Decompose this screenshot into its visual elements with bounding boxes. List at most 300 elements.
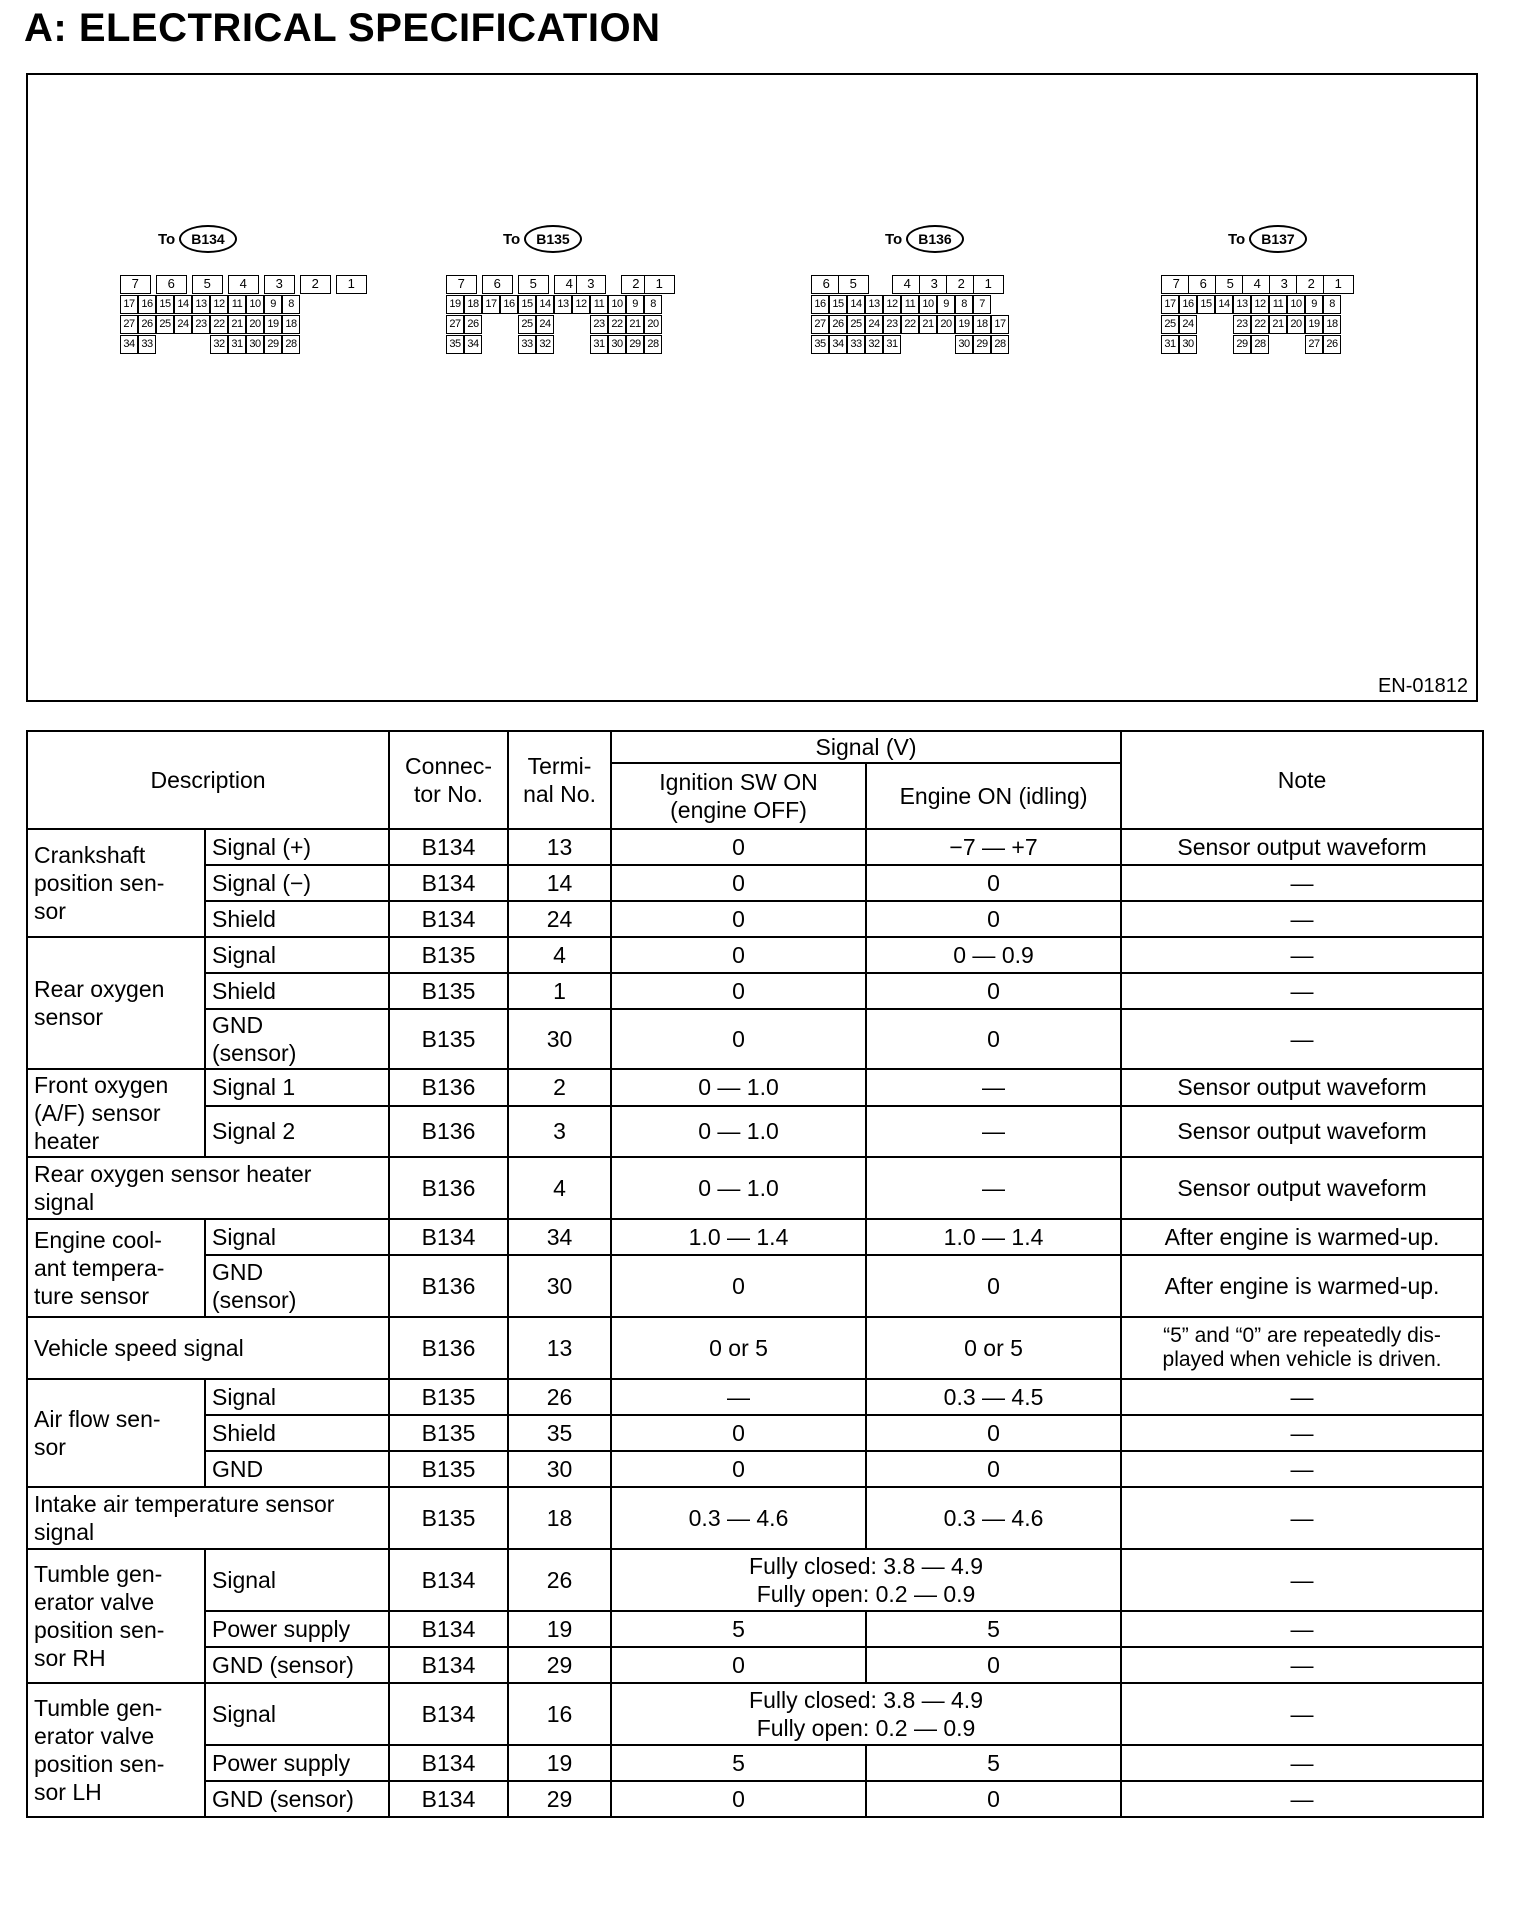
sub-description-cell: Signal: [205, 1379, 389, 1415]
connector-id: B135: [524, 225, 581, 253]
engine-on-cell: 0.3 — 4.5: [866, 1379, 1121, 1415]
table-row: [27, 1157, 1483, 1219]
engine-on-cell: 0: [866, 1415, 1121, 1451]
connector-cell: B134: [389, 1683, 508, 1745]
description-cell: Tumble gen- erator valve position sen- sor RH: [27, 1549, 205, 1683]
pin-cell: 22: [608, 315, 626, 334]
pin-cell: 6: [1188, 275, 1219, 294]
pin-cell: 17: [991, 315, 1009, 334]
to-label: To: [1228, 230, 1246, 248]
pin-cell: 22: [210, 315, 228, 334]
table-row: [27, 1487, 1483, 1549]
pin-cell: 22: [901, 315, 919, 334]
engine-on-cell: 0: [866, 1451, 1121, 1487]
ignition-on-cell: 0: [611, 865, 866, 901]
pin-cell: 32: [865, 335, 883, 354]
electrical-spec-table: [26, 730, 1484, 1818]
pin-cell: 25: [156, 315, 174, 334]
engine-on-cell: 0: [866, 1781, 1121, 1817]
engine-on-cell: 0: [866, 1647, 1121, 1683]
note-cell: —: [1121, 1451, 1483, 1487]
engine-on-cell: 0: [866, 973, 1121, 1009]
note-cell: —: [1121, 1745, 1483, 1781]
pin-cell: 15: [1197, 295, 1215, 314]
pin-cell: 33: [518, 335, 536, 354]
pin-cell: 2: [300, 275, 331, 294]
table-row: [27, 937, 1483, 973]
table-row: [27, 1451, 1483, 1487]
signal-span-cell: Fully closed: 3.8 — 4.9 Fully open: 0.2 — 0.9: [611, 1683, 1121, 1745]
pin-cell: 9: [264, 295, 282, 314]
table-row: [27, 1647, 1483, 1683]
connector-cell: B134: [389, 1647, 508, 1683]
connector-cell: B136: [389, 1317, 508, 1379]
pin-cell: 17: [482, 295, 500, 314]
engine-on-cell: 0: [866, 865, 1121, 901]
sub-description-cell: Power supply: [205, 1745, 389, 1781]
terminal-cell: 3: [508, 1106, 611, 1157]
ignition-on-cell: 0: [611, 1647, 866, 1683]
engine-on-cell: —: [866, 1157, 1121, 1219]
pin-cell: 32: [210, 335, 228, 354]
pin-cell: 12: [883, 295, 901, 314]
table-row: [27, 865, 1483, 901]
pin-cell: 14: [174, 295, 192, 314]
pin-cell: 8: [644, 295, 662, 314]
description-cell: Air flow sen- sor: [27, 1379, 205, 1487]
engine-on-cell: 0: [866, 1255, 1121, 1317]
pin-cell: 4: [892, 275, 923, 294]
terminal-cell: 35: [508, 1415, 611, 1451]
ignition-on-cell: 0: [611, 1415, 866, 1451]
engine-on-cell: 0 or 5: [866, 1317, 1121, 1379]
ignition-on-cell: 0: [611, 901, 866, 937]
description-cell: Rear oxygen sensor heater signal: [27, 1157, 389, 1219]
pin-cell: 31: [1161, 335, 1179, 354]
note-cell: —: [1121, 901, 1483, 937]
note-cell: “5” and “0” are repeatedly dis- played when vehicle is driven.: [1121, 1317, 1483, 1379]
terminal-cell: 14: [508, 865, 611, 901]
sub-description-cell: Signal: [205, 1683, 389, 1745]
pin-cell: 15: [829, 295, 847, 314]
note-cell: Sensor output waveform: [1121, 1157, 1483, 1219]
ignition-on-cell: 0 — 1.0: [611, 1106, 866, 1157]
ignition-on-cell: 0 — 1.0: [611, 1069, 866, 1106]
pin-cell: 20: [246, 315, 264, 334]
pin-cell: 7: [973, 295, 991, 314]
connector-cell: B135: [389, 1009, 508, 1069]
ignition-on-cell: 1.0 — 1.4: [611, 1219, 866, 1255]
engine-on-cell: 0 — 0.9: [866, 937, 1121, 973]
pin-cell: 23: [1233, 315, 1251, 334]
terminal-cell: 24: [508, 901, 611, 937]
pin-cell: 30: [608, 335, 626, 354]
connector-cell: B135: [389, 973, 508, 1009]
terminal-cell: 30: [508, 1255, 611, 1317]
pin-cell: 33: [138, 335, 156, 354]
ignition-on-cell: 0: [611, 1451, 866, 1487]
connector-cell: B136: [389, 1255, 508, 1317]
pin-cell: 1: [1323, 275, 1354, 294]
table-row: [27, 1255, 1483, 1317]
sub-description-cell: Signal 2: [205, 1106, 389, 1157]
pin-cell: 25: [1161, 315, 1179, 334]
sub-description-cell: Signal: [205, 937, 389, 973]
pin-cell: 24: [865, 315, 883, 334]
pin-cell: 10: [1287, 295, 1305, 314]
pin-cell: 13: [1233, 295, 1251, 314]
pin-cell: 16: [1179, 295, 1197, 314]
pin-cell: 23: [883, 315, 901, 334]
note-cell: —: [1121, 1647, 1483, 1683]
pin-cell: 4: [228, 275, 259, 294]
note-cell: —: [1121, 937, 1483, 973]
description-cell: Front oxygen (A/F) sensor heater: [27, 1069, 205, 1157]
note-cell: —: [1121, 865, 1483, 901]
ignition-on-cell: 5: [611, 1745, 866, 1781]
pin-cell: 22: [1251, 315, 1269, 334]
pin-cell: 9: [1305, 295, 1323, 314]
connector-cell: B136: [389, 1106, 508, 1157]
sub-description-cell: GND (sensor): [205, 1255, 389, 1317]
note-cell: —: [1121, 1415, 1483, 1451]
terminal-cell: 29: [508, 1781, 611, 1817]
pin-cell: 6: [156, 275, 187, 294]
pin-cell: 10: [608, 295, 626, 314]
table-row: [27, 1317, 1483, 1379]
pin-cell: 2: [946, 275, 977, 294]
header-engine-on: Engine ON (idling): [866, 763, 1121, 829]
table-row: [27, 973, 1483, 1009]
pin-cell: 13: [865, 295, 883, 314]
pin-cell: 14: [1215, 295, 1233, 314]
note-cell: —: [1121, 1379, 1483, 1415]
pin-cell: 7: [120, 275, 151, 294]
pin-cell: 24: [1179, 315, 1197, 334]
table-row: [27, 1219, 1483, 1255]
engine-on-cell: —: [866, 1069, 1121, 1106]
pin-cell: 26: [1323, 335, 1341, 354]
table-row: [27, 829, 1483, 865]
pin-cell: 29: [1233, 335, 1251, 354]
pin-cell: 3: [1269, 275, 1300, 294]
pin-cell: 29: [264, 335, 282, 354]
engine-on-cell: 1.0 — 1.4: [866, 1219, 1121, 1255]
pin-cell: 8: [282, 295, 300, 314]
terminal-cell: 19: [508, 1745, 611, 1781]
pin-cell: 2: [621, 275, 652, 294]
signal-span-cell: Fully closed: 3.8 — 4.9 Fully open: 0.2 — 0.9: [611, 1549, 1121, 1611]
pin-cell: 26: [829, 315, 847, 334]
connector-cell: B134: [389, 865, 508, 901]
connector-id: B137: [1249, 225, 1306, 253]
pin-cell: 3: [919, 275, 950, 294]
pin-cell: 13: [192, 295, 210, 314]
pin-cell: 29: [973, 335, 991, 354]
terminal-cell: 16: [508, 1683, 611, 1745]
pin-cell: 25: [518, 315, 536, 334]
description-cell: Vehicle speed signal: [27, 1317, 389, 1379]
pin-cell: 23: [590, 315, 608, 334]
sub-description-cell: GND: [205, 1451, 389, 1487]
pin-cell: 21: [1269, 315, 1287, 334]
note-cell: —: [1121, 1549, 1483, 1611]
pin-cell: 9: [937, 295, 955, 314]
note-cell: Sensor output waveform: [1121, 1106, 1483, 1157]
pin-cell: 15: [518, 295, 536, 314]
table-row: [27, 1379, 1483, 1415]
header-terminal: Termi- nal No.: [508, 731, 611, 829]
ignition-on-cell: 0: [611, 829, 866, 865]
pin-cell: 10: [246, 295, 264, 314]
engine-on-cell: 5: [866, 1745, 1121, 1781]
pin-cell: 4: [554, 275, 585, 294]
header-signal: Signal (V): [611, 731, 1121, 763]
pin-cell: 23: [192, 315, 210, 334]
sub-description-cell: Power supply: [205, 1611, 389, 1647]
ignition-on-cell: 0 or 5: [611, 1317, 866, 1379]
pin-cell: 24: [174, 315, 192, 334]
engine-on-cell: —: [866, 1106, 1121, 1157]
terminal-cell: 1: [508, 973, 611, 1009]
pin-cell: 28: [991, 335, 1009, 354]
table-row: [27, 1069, 1483, 1106]
pin-cell: 5: [518, 275, 549, 294]
pin-cell: 11: [228, 295, 246, 314]
pin-cell: 34: [464, 335, 482, 354]
sub-description-cell: Signal (−): [205, 865, 389, 901]
pin-cell: 19: [1305, 315, 1323, 334]
table-row: [27, 1781, 1483, 1817]
connector-cell: B135: [389, 1451, 508, 1487]
connector-label: [1228, 225, 1307, 253]
terminal-cell: 19: [508, 1611, 611, 1647]
sub-description-cell: Signal: [205, 1549, 389, 1611]
pin-cell: 34: [120, 335, 138, 354]
pin-cell: 8: [1323, 295, 1341, 314]
to-label: To: [885, 230, 903, 248]
pin-cell: 28: [1251, 335, 1269, 354]
pin-cell: 16: [500, 295, 518, 314]
sub-description-cell: Shield: [205, 973, 389, 1009]
pin-cell: 16: [138, 295, 156, 314]
description-cell: Rear oxygen sensor: [27, 937, 205, 1069]
to-label: To: [158, 230, 176, 248]
pin-cell: 12: [210, 295, 228, 314]
table-row: [27, 1745, 1483, 1781]
description-cell: Engine cool- ant tempera- ture sensor: [27, 1219, 205, 1317]
pin-cell: 17: [1161, 295, 1179, 314]
table-row: [27, 1106, 1483, 1157]
pin-cell: 29: [626, 335, 644, 354]
connector-label: [503, 225, 582, 253]
description-cell: Crankshaft position sen- sor: [27, 829, 205, 937]
pin-cell: 35: [811, 335, 829, 354]
pin-cell: 19: [446, 295, 464, 314]
connector-label: [158, 225, 237, 253]
pin-cell: 32: [536, 335, 554, 354]
terminal-cell: 13: [508, 1317, 611, 1379]
table-row: [27, 1611, 1483, 1647]
pin-cell: 11: [901, 295, 919, 314]
pin-cell: 15: [156, 295, 174, 314]
pin-cell: 8: [955, 295, 973, 314]
terminal-cell: 26: [508, 1549, 611, 1611]
description-cell: Intake air temperature sensor signal: [27, 1487, 389, 1549]
pin-cell: 28: [644, 335, 662, 354]
header-description: Description: [27, 731, 389, 829]
pin-cell: 28: [282, 335, 300, 354]
ignition-on-cell: 0: [611, 973, 866, 1009]
pin-cell: 26: [464, 315, 482, 334]
connector-figure: [26, 73, 1478, 702]
terminal-cell: 4: [508, 1157, 611, 1219]
ignition-on-cell: 0: [611, 1255, 866, 1317]
table-row: [27, 1009, 1483, 1069]
terminal-cell: 4: [508, 937, 611, 973]
header-note: Note: [1121, 731, 1483, 829]
note-cell: —: [1121, 1781, 1483, 1817]
pin-cell: 5: [192, 275, 223, 294]
pin-cell: 20: [937, 315, 955, 334]
terminal-cell: 26: [508, 1379, 611, 1415]
terminal-cell: 34: [508, 1219, 611, 1255]
pin-cell: 30: [955, 335, 973, 354]
connector-cell: B136: [389, 1157, 508, 1219]
note-cell: Sensor output waveform: [1121, 829, 1483, 865]
pin-cell: 18: [1323, 315, 1341, 334]
engine-on-cell: 5: [866, 1611, 1121, 1647]
engine-on-cell: 0.3 — 4.6: [866, 1487, 1121, 1549]
pin-cell: 27: [120, 315, 138, 334]
pin-cell: 27: [811, 315, 829, 334]
pin-cell: 30: [246, 335, 264, 354]
pin-cell: 6: [482, 275, 513, 294]
sub-description-cell: GND (sensor): [205, 1009, 389, 1069]
ignition-on-cell: —: [611, 1379, 866, 1415]
header-ignition-on: Ignition SW ON (engine OFF): [611, 763, 866, 829]
ignition-on-cell: 0 — 1.0: [611, 1157, 866, 1219]
pin-cell: 24: [536, 315, 554, 334]
sub-description-cell: GND (sensor): [205, 1781, 389, 1817]
sub-description-cell: Shield: [205, 1415, 389, 1451]
terminal-cell: 29: [508, 1647, 611, 1683]
pin-cell: 34: [829, 335, 847, 354]
sub-description-cell: Signal (+): [205, 829, 389, 865]
engine-on-cell: −7 — +7: [866, 829, 1121, 865]
pin-cell: 20: [644, 315, 662, 334]
pin-cell: 1: [644, 275, 675, 294]
pin-cell: 3: [264, 275, 295, 294]
connector-cell: B134: [389, 1549, 508, 1611]
connector-cell: B134: [389, 901, 508, 937]
terminal-cell: 13: [508, 829, 611, 865]
pin-cell: 31: [883, 335, 901, 354]
terminal-cell: 18: [508, 1487, 611, 1549]
pin-cell: 7: [446, 275, 477, 294]
note-cell: After engine is warmed-up.: [1121, 1255, 1483, 1317]
connector-cell: B134: [389, 1745, 508, 1781]
terminal-cell: 30: [508, 1009, 611, 1069]
connector-cell: B135: [389, 1487, 508, 1549]
connector-cell: B134: [389, 1611, 508, 1647]
pin-cell: 5: [1215, 275, 1246, 294]
pin-cell: 17: [120, 295, 138, 314]
pin-cell: 9: [626, 295, 644, 314]
pin-cell: 25: [847, 315, 865, 334]
note-cell: —: [1121, 973, 1483, 1009]
table-row: [27, 901, 1483, 937]
connector-cell: B135: [389, 937, 508, 973]
connector-id: B134: [179, 225, 236, 253]
pin-cell: 21: [228, 315, 246, 334]
pin-cell: 21: [626, 315, 644, 334]
sub-description-cell: Shield: [205, 901, 389, 937]
pin-cell: 3: [576, 275, 607, 294]
note-cell: —: [1121, 1611, 1483, 1647]
pin-cell: 12: [1251, 295, 1269, 314]
figure-code: EN-01812: [1377, 675, 1468, 697]
connector-cell: B136: [389, 1069, 508, 1106]
description-cell: Tumble gen- erator valve position sen- sor LH: [27, 1683, 205, 1817]
connector-id: B136: [906, 225, 963, 253]
pin-cell: 12: [572, 295, 590, 314]
pin-cell: 31: [228, 335, 246, 354]
connector-cell: B135: [389, 1379, 508, 1415]
pin-cell: 33: [847, 335, 865, 354]
table-row: [27, 1683, 1483, 1745]
connector-cell: B135: [389, 1415, 508, 1451]
engine-on-cell: 0: [866, 901, 1121, 937]
pin-cell: 1: [336, 275, 367, 294]
pin-cell: 18: [973, 315, 991, 334]
pin-cell: 7: [1161, 275, 1192, 294]
engine-on-cell: 0: [866, 1009, 1121, 1069]
terminal-cell: 2: [508, 1069, 611, 1106]
note-cell: —: [1121, 1009, 1483, 1069]
pin-cell: 5: [838, 275, 869, 294]
connector-cell: B134: [389, 1781, 508, 1817]
pin-cell: 14: [847, 295, 865, 314]
pin-cell: 20: [1287, 315, 1305, 334]
pin-cell: 14: [536, 295, 554, 314]
pin-cell: 21: [919, 315, 937, 334]
ignition-on-cell: 5: [611, 1611, 866, 1647]
pin-cell: 30: [1179, 335, 1197, 354]
pin-cell: 18: [464, 295, 482, 314]
pin-cell: 26: [138, 315, 156, 334]
sub-description-cell: Signal 1: [205, 1069, 389, 1106]
pin-cell: 2: [1296, 275, 1327, 294]
pin-cell: 6: [811, 275, 842, 294]
to-label: To: [503, 230, 521, 248]
connector-cell: B134: [389, 1219, 508, 1255]
page-title: A: ELECTRICAL SPECIFICATION: [24, 6, 661, 50]
sub-description-cell: Signal: [205, 1219, 389, 1255]
connector-cell: B134: [389, 829, 508, 865]
note-cell: —: [1121, 1683, 1483, 1745]
pin-cell: 10: [919, 295, 937, 314]
table-row: [27, 1415, 1483, 1451]
note-cell: —: [1121, 1487, 1483, 1549]
ignition-on-cell: 0: [611, 937, 866, 973]
header-connector: Connec- tor No.: [389, 731, 508, 829]
pin-cell: 11: [590, 295, 608, 314]
table-row: [27, 1549, 1483, 1611]
ignition-on-cell: 0.3 — 4.6: [611, 1487, 866, 1549]
pin-cell: 27: [1305, 335, 1323, 354]
pin-cell: 19: [264, 315, 282, 334]
